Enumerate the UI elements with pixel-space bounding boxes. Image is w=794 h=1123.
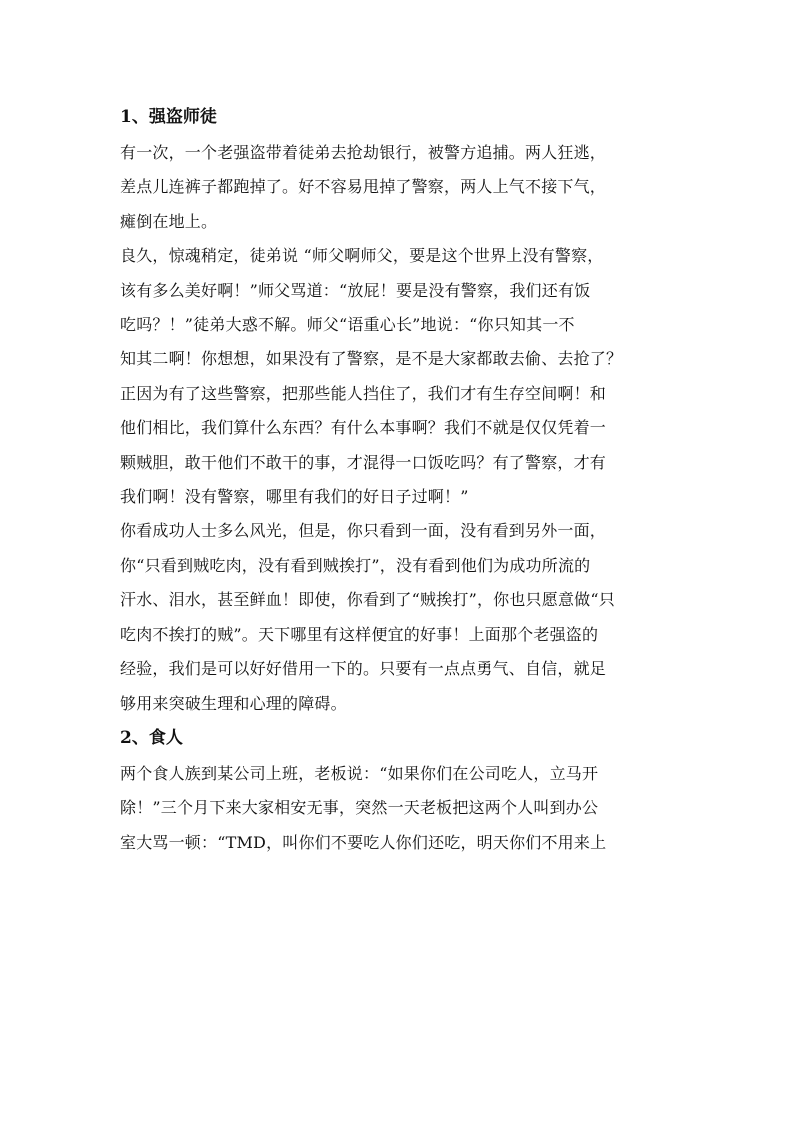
text-line: 汗水、泪水，甚至鲜血！即使，你看到了“贼挨打”，你也只愿意做“只 xyxy=(120,590,615,610)
text-line: 良久，惊魂稍定，徒弟说 “师父啊师父，要是这个世界上没有警察， xyxy=(120,246,604,266)
text-line: 知其二啊！你想想，如果没有了警察，是不是大家都敢去偷、去抢了？ xyxy=(120,349,623,369)
section-heading-2: 2、食人 xyxy=(120,727,183,748)
text-line: 你“只看到贼吃肉，没有看到贼挨打”，没有看到他们为成功所流的 xyxy=(120,555,591,575)
section-heading-1: 1、强盗师徒 xyxy=(120,107,217,127)
paragraph xyxy=(120,514,680,720)
paragraph xyxy=(120,136,680,239)
text-line: 吃吗？！”徒弟大惑不解。师父“语重心长”地说：“你只知其一不 xyxy=(120,315,575,335)
text-line: 够用来突破生理和心理的障碍。 xyxy=(120,693,347,713)
text-line: 该有多么美好啊！”师父骂道：“放屁！要是没有警察，我们还有饭 xyxy=(120,280,591,300)
text-line: 除！”三个月下来大家相安无事，突然一天老板把这两个人叫到办公 xyxy=(120,798,599,818)
text-line: 经验，我们是可以好好借用一下的。只要有一点点勇气、自信，就足 xyxy=(120,659,607,679)
paragraph xyxy=(120,757,680,860)
text-line: 差点儿连裤子都跑掉了。好不容易甩掉了警察，两人上气不接下气， xyxy=(120,177,607,197)
text-line: 瘫倒在地上。 xyxy=(120,211,218,231)
text-line: 室大骂一顿：“TMD，叫你们不要吃人你们还吃，明天你们不用来上 xyxy=(120,832,607,852)
text-line: 吃肉不挨打的贼”。天下哪里有这样便宜的好事！上面那个老强盗的 xyxy=(120,624,599,644)
document-body xyxy=(120,100,680,860)
text-line: 他们相比，我们算什么东西？有什么本事啊？我们不就是仅仅凭着一 xyxy=(120,418,607,438)
text-line: 你看成功人士多么风光，但是，你只看到一面，没有看到另外一面， xyxy=(120,521,607,541)
text-line: 正因为有了这些警察，把那些能人挡住了，我们才有生存空间啊！和 xyxy=(120,383,607,403)
paragraph xyxy=(120,239,680,514)
text-line: 有一次，一个老强盗带着徒弟去抢劫银行，被警方追捕。两人狂逃， xyxy=(120,143,607,162)
text-line: 两个食人族到某公司上班，老板说：“如果你们在公司吃人，立马开 xyxy=(120,763,599,783)
text-line: 我们啊！没有警察，哪里有我们的好日子过啊！” xyxy=(120,487,469,507)
text-line: 颗贼胆，敢干他们不敢干的事，才混得一口饭吃吗？有了警察，才有 xyxy=(120,452,607,472)
